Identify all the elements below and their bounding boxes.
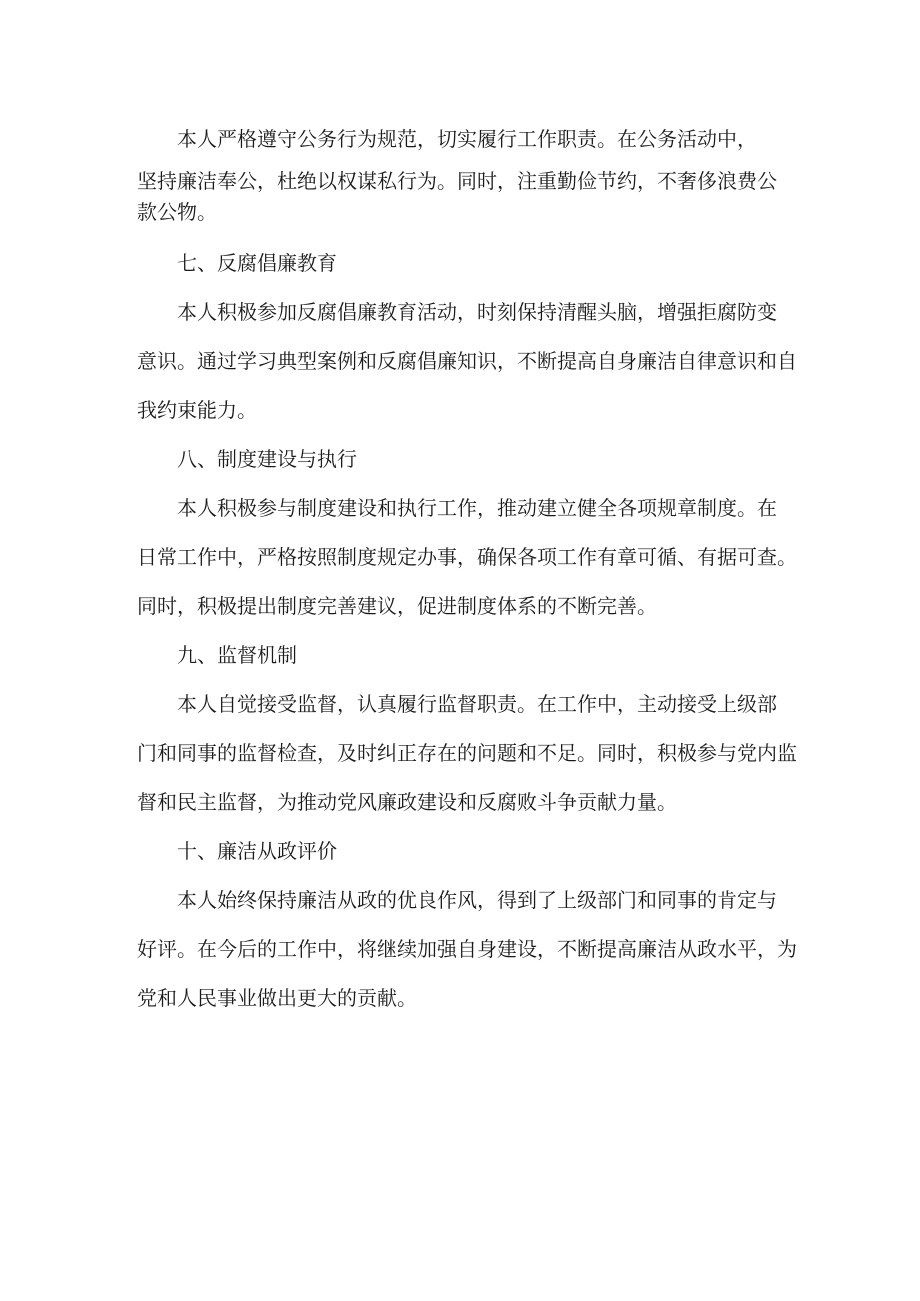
document-body (137, 115, 797, 1023)
section-heading-integrity-evaluation: 十、廉洁从政评价 (177, 839, 337, 863)
paragraph-supervision (137, 680, 797, 827)
text-line: 坚持廉洁奉公，杜绝以权谋私行为。同时，注重勤俭节约，不奢侈浪费公 (137, 169, 777, 193)
paragraph-public-conduct (137, 115, 797, 226)
section-heading-anti-corruption-education: 七、反腐倡廉教育 (177, 251, 337, 275)
text-line: 款公物。 (137, 200, 217, 224)
paragraph-integrity-evaluation (137, 876, 797, 1023)
text-line: 好评。在今后的工作中，将继续加强自身建设，不断提高廉洁从政水平，为 (137, 937, 797, 961)
section-heading-supervision: 九、监督机制 (177, 643, 297, 667)
text-line: 党和人民事业做出更大的贡献。 (137, 986, 417, 1010)
text-line: 门和同事的监督检查，及时纠正存在的问题和不足。同时，积极参与党内监 (137, 741, 797, 765)
text-line: 意识。通过学习典型案例和反腐倡廉知识，不断提高自身廉洁自律意识和自 (137, 349, 797, 373)
text-line: 本人自觉接受监督，认真履行监督职责。在工作中，主动接受上级部 (177, 692, 777, 716)
text-line: 本人积极参与制度建设和执行工作，推动建立健全各项规章制度。在 (177, 496, 777, 520)
text-line: 本人积极参加反腐倡廉教育活动，时刻保持清醒头脑，增强拒腐防变 (177, 300, 777, 324)
paragraph-anti-corruption-education (137, 288, 797, 435)
text-line: 我约束能力。 (137, 398, 257, 422)
paragraph-system-building (137, 484, 797, 631)
text-line: 督和民主监督，为推动党风廉政建设和反腐败斗争贡献力量。 (137, 790, 677, 814)
text-line: 日常工作中，严格按照制度规定办事，确保各项工作有章可循、有据可查。 (137, 545, 797, 569)
section-heading-system-building: 八、制度建设与执行 (177, 447, 357, 471)
text-line: 本人始终保持廉洁从政的优良作风，得到了上级部门和同事的肯定与 (177, 888, 777, 912)
text-line: 同时，积极提出制度完善建议，促进制度体系的不断完善。 (137, 594, 657, 618)
text-line: 本人严格遵守公务行为规范，切实履行工作职责。在公务活动中， (177, 127, 757, 151)
